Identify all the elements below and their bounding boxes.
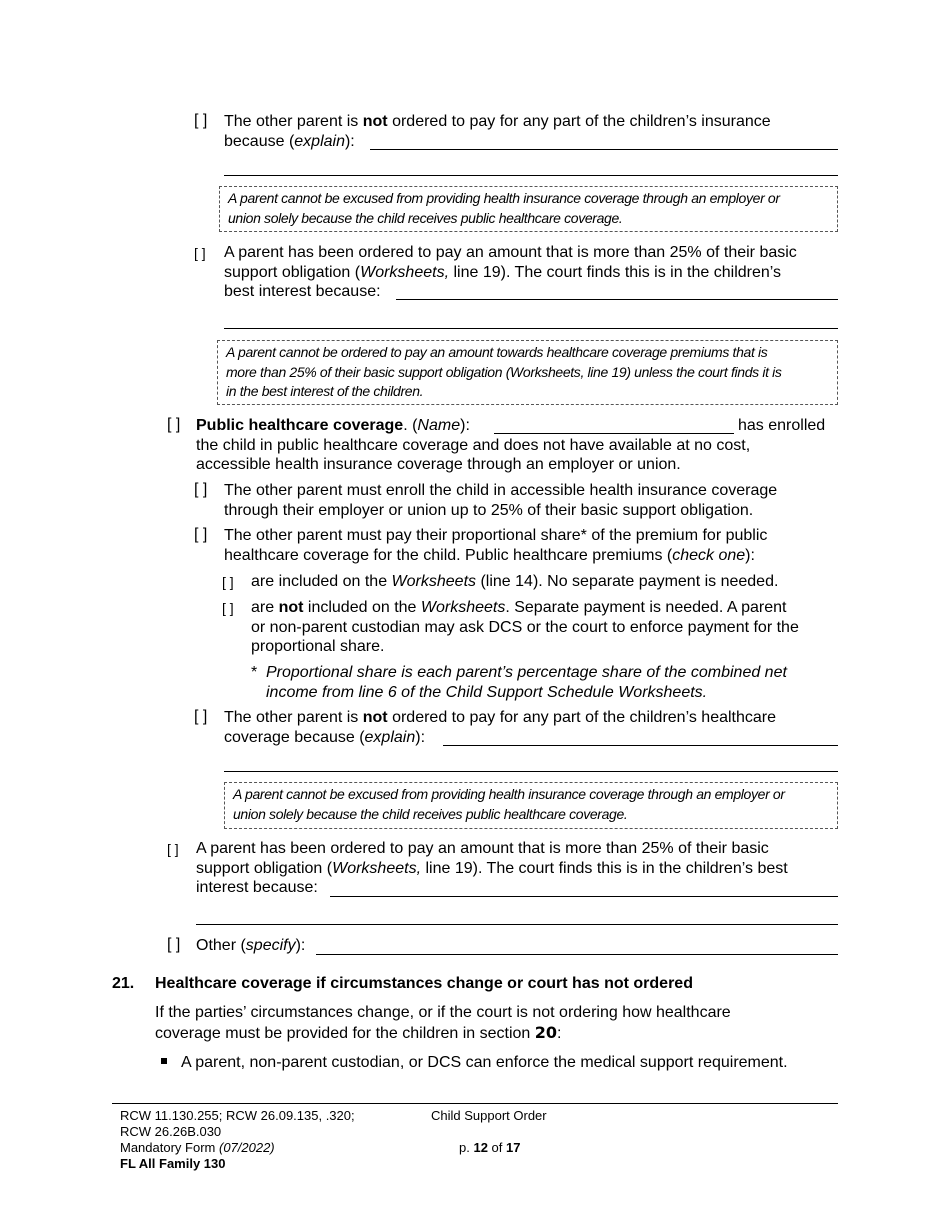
other-text: Other (specify): <box>196 937 306 954</box>
best-interest-line[interactable] <box>330 896 838 897</box>
note-excused-2: A parent cannot be excused from providing health insurance coverage through an employer or union solely because the child receives public healthcare coverage. <box>224 782 838 829</box>
note-excused-1: A parent cannot be excused from providing health insurance coverage through an employer or union solely because the child receives public healthcare coverage. <box>219 186 838 232</box>
best-interest-line-2[interactable] <box>196 924 838 925</box>
footer-rule <box>112 1103 838 1104</box>
footer-doc-title: Child Support Order <box>431 1108 547 1123</box>
section-number: 21. <box>112 975 135 992</box>
checkbox[interactable]: [ ] <box>167 841 179 857</box>
bullet-icon <box>161 1058 167 1064</box>
name-line[interactable] <box>494 433 734 434</box>
checkbox[interactable]: [ ] <box>167 416 181 433</box>
proportional-text: The other parent must pay their proportional share* of the premium for public healthcare coverage for the child. Public healthcare premiums (check one): <box>224 527 768 564</box>
hc-not-ordered-text: The other parent is not ordered to pay for any part of the children’s healthcare coverage because (explain): <box>224 709 777 746</box>
footer-left: RCW 11.130.255; RCW 26.09.135, .320; RCW 26.26B.030 Mandatory Form (07/2022) FL All Family 130 <box>120 1108 355 1171</box>
public-healthcare-text: Public healthcare coverage. (Name): the child in public healthcare coverage and does not have available at no cost, accessible health insurance coverage through an employer or union. <box>196 417 751 473</box>
explain-line-2[interactable] <box>224 771 838 772</box>
bullet-text: A parent, non-parent custodian, or DCS can enforce the medical support requirement. <box>181 1054 788 1071</box>
not-included-text: are not included on the Worksheets. Separate payment is needed. A parent or non-parent custodian may ask DCS or the court to enforce payment for the proportional share. <box>251 599 799 655</box>
checkbox[interactable]: [ ] <box>167 936 181 953</box>
explain-line[interactable] <box>370 149 838 150</box>
checkbox[interactable]: [ ] <box>194 708 208 725</box>
section21-body: If the parties’ circumstances change, or if the court is not ordering how healthcare coverage must be provided for the children in section 20: <box>155 1004 731 1042</box>
note-25-percent: A parent cannot be ordered to pay an amount towards healthcare coverage premiums that is more than 25% of their basic support obligation (Worksheets, line 19) unless the court finds it is in the best interest of the children. <box>217 340 838 405</box>
checkbox[interactable]: [ ] <box>194 112 208 129</box>
enroll-text: The other parent must enroll the child in accessible health insurance coverage through their employer or union up to 25% of their basic support obligation. <box>224 482 778 519</box>
best-interest-line-2[interactable] <box>224 328 838 329</box>
ins-not-ordered-text: The other parent is not ordered to pay for any part of the children’s insurance because (explain): <box>224 113 771 150</box>
checkbox[interactable]: [ ] <box>222 574 234 590</box>
over-25-text: A parent has been ordered to pay an amount that is more than 25% of their basic support obligation (Worksheets, line 19). The court finds this is in the children’s best interest because: <box>196 840 788 896</box>
explain-line[interactable] <box>443 745 838 746</box>
checkbox[interactable]: [ ] <box>194 526 208 543</box>
ins-over-25-text: A parent has been ordered to pay an amount that is more than 25% of their basic support obligation (Worksheets, line 19). The court finds this is in the children’s best interest because: <box>224 244 797 300</box>
footnote-star: * <box>251 664 258 681</box>
section-title: Healthcare coverage if circumstances change or court has not ordered <box>155 975 693 992</box>
included-text: are included on the Worksheets (line 14). No separate payment is needed. <box>251 573 779 590</box>
explain-line-2[interactable] <box>224 175 838 176</box>
specify-line[interactable] <box>316 954 838 955</box>
best-interest-line[interactable] <box>396 299 838 300</box>
checkbox[interactable]: [ ] <box>194 245 206 261</box>
footnote-text: Proportional share is each parent’s percentage share of the combined net income from line 6 of the Child Support Schedule Worksheets. <box>266 664 787 701</box>
checkbox[interactable]: [ ] <box>222 600 234 616</box>
has-enrolled-text: has enrolled <box>738 417 826 434</box>
checkbox[interactable]: [ ] <box>194 481 208 498</box>
footer-page-number: p. 12 of 17 <box>459 1140 521 1155</box>
